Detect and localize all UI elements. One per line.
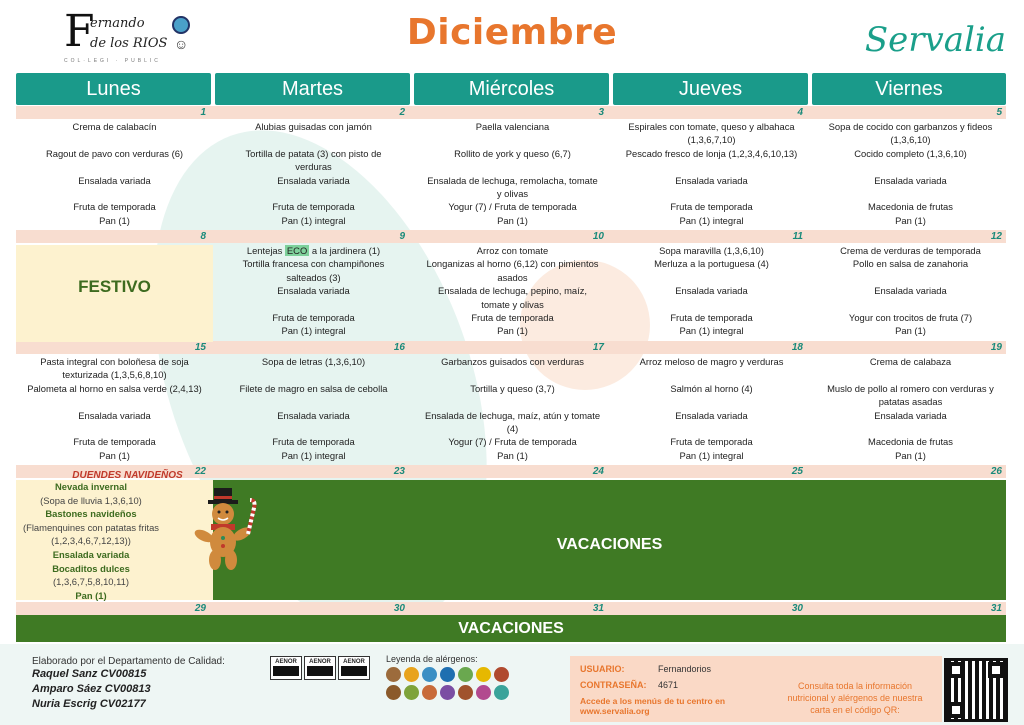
month-title: Diciembre — [406, 12, 618, 53]
aenor-cert-badge: AENOR — [304, 656, 336, 680]
date-row — [16, 602, 1006, 615]
date-number: 15 — [194, 342, 206, 353]
menu-line: Ensalada variada — [675, 409, 748, 421]
date-number: 8 — [200, 231, 206, 242]
menu-cell — [215, 355, 412, 462]
menu-line — [812, 271, 1009, 284]
menu-line: Garbanzos guisados con verduras — [441, 356, 584, 367]
menu-line: Ragout de pavo con verduras (6) — [45, 147, 184, 159]
menu-line: Fruta de temporada — [272, 436, 355, 448]
festivo-cell — [16, 245, 213, 342]
menu-line: Arroz con tomate — [476, 245, 549, 256]
menu-line: Crema de calabacín — [72, 121, 157, 132]
date-number: 10 — [592, 231, 604, 242]
menu-line: Crema de verduras de temporada — [840, 245, 981, 256]
duendes-line: (1,3,6,7,5,8,10,11) — [53, 576, 129, 588]
allergen-legend — [386, 654, 526, 703]
menu-line — [812, 422, 1009, 435]
menu-line — [215, 422, 412, 435]
date-number: 4 — [797, 107, 803, 118]
allergen-icon — [440, 667, 455, 682]
menu-line — [16, 395, 213, 408]
menu-line: Pan (1) integral — [679, 214, 744, 226]
date-number: 1 — [200, 107, 206, 118]
menu-line: Pan (1) integral — [679, 325, 744, 337]
menu-cell — [215, 244, 412, 338]
menu-line: Ensalada de lechuga, pepino, maíz, — [437, 285, 588, 297]
user-label: USUARIO: — [580, 664, 625, 674]
duendes-menu — [16, 480, 213, 600]
date-row — [16, 341, 1006, 354]
vacaciones-label: VACACIONES — [556, 536, 663, 553]
school-logo-initial: F — [64, 6, 95, 57]
menu-line: Muslo de pollo al romero con verduras y — [827, 382, 994, 394]
menu-line: texturizada (1,3,5,6,8,10) — [62, 369, 167, 381]
menu-line — [215, 133, 412, 146]
menu-line: Ensalada variada — [675, 285, 748, 297]
date-number: 18 — [791, 342, 803, 353]
menu-line: Pan (1) integral — [281, 325, 346, 337]
menu-line: Tortilla de patata (3) con pisto de — [245, 147, 382, 159]
allergen-icon — [476, 667, 491, 682]
footer — [0, 644, 1024, 725]
menu-line: Sopa de cocido con garbanzos y fideos — [828, 121, 993, 132]
menu-line: (4) — [506, 423, 519, 434]
menu-line: Crema de calabaza — [869, 356, 952, 367]
date-number: 30 — [791, 603, 803, 614]
duendes-title-text: DUENDES NAVIDEÑOS — [72, 470, 183, 481]
qr-note: Consulta toda la información nutricional y alérgenos de nuestra carta en el código QR: — [787, 681, 923, 715]
menu-line — [215, 395, 412, 408]
menu-line: salteados (3) — [286, 271, 341, 283]
duendes-line: Bocaditos dulces — [52, 562, 130, 574]
menu-line — [16, 187, 213, 200]
date-number: 30 — [393, 603, 405, 614]
menu-line: Pan (1) — [497, 449, 528, 461]
date-row — [16, 230, 1006, 243]
allergen-icon — [476, 685, 491, 700]
quality-name: Amparo Sáez CV00813 — [32, 683, 151, 695]
menu-line: Pan (1) — [895, 214, 926, 226]
menu-line — [812, 298, 1009, 311]
brand-logo: Servalia — [864, 20, 1006, 60]
date-number: 19 — [990, 342, 1002, 353]
menu-line: Filete de magro en salsa de cebolla — [239, 382, 388, 394]
school-logo-sub: COL·LEGI · PUBLIC — [64, 58, 161, 64]
header — [0, 0, 1024, 70]
pass-label: CONTRASEÑA: — [580, 680, 647, 690]
menu-line: Pan (1) — [99, 214, 130, 226]
qr-code-icon[interactable] — [944, 658, 1008, 722]
menu-line: Alubias guisadas con jamón — [255, 121, 372, 132]
menu-line: Fruta de temporada — [670, 436, 753, 448]
menu-line: Fruta de temporada — [670, 201, 753, 213]
menu-line: Ensalada variada — [675, 174, 748, 186]
menu-line: Pan (1) integral — [281, 214, 346, 226]
date-row — [16, 106, 1006, 119]
menu-line: Fruta de temporada — [670, 312, 753, 323]
menu-line — [613, 160, 810, 173]
menu-line: Pescado fresco de lonja (1,2,3,4,6,10,13) — [625, 147, 798, 159]
school-logo-line1: ernando — [90, 16, 145, 31]
eco-badge: ECO — [286, 245, 308, 256]
date-number: 12 — [990, 231, 1002, 242]
date-number: 9 — [399, 231, 405, 242]
web-link[interactable]: Accede a los menús de tu centro en www.servalia.org — [580, 696, 726, 716]
menu-line: Palometa al horno en salsa verde (2,4,13) — [27, 382, 202, 394]
date-number: 3 — [598, 107, 604, 118]
allergen-icon — [494, 667, 509, 682]
menu-cell — [16, 355, 213, 462]
menu-line: Ensalada de lechuga, remolacha, tomate — [427, 174, 598, 186]
menu-cell — [613, 120, 810, 227]
menu-cell — [215, 120, 412, 227]
weekday-header — [16, 73, 1006, 105]
quality-title: Elaborado por el Departamento de Calidad: — [32, 656, 225, 667]
allergen-icon — [386, 667, 401, 682]
menu-cell — [613, 244, 810, 338]
menu-line — [613, 368, 810, 381]
allergen-icon — [404, 685, 419, 700]
menu-line — [16, 422, 213, 435]
date-number: 29 — [194, 603, 206, 614]
menu-line: Pan (1) integral — [679, 449, 744, 461]
menu-line — [613, 395, 810, 408]
date-number: 2 — [399, 107, 405, 118]
menu-line: Ensalada variada — [78, 409, 151, 421]
menu-line: Arroz meloso de magro y verduras — [639, 356, 784, 367]
menu-line: Ensalada variada — [277, 409, 350, 421]
menu-line: Ensalada de lechuga, maíz, atún y tomate — [424, 409, 601, 421]
duendes-line: Ensalada variada — [52, 548, 130, 560]
duendes-line: (Sopa de lluvia 1,3,6,10) — [40, 494, 142, 506]
allergen-icon — [422, 667, 437, 682]
quality-credits — [32, 656, 225, 712]
date-number: 17 — [592, 342, 604, 353]
duendes-title — [16, 465, 213, 483]
menu-line — [812, 160, 1009, 173]
menu-line: Macedonia de frutas — [868, 436, 953, 448]
menu-line — [16, 160, 213, 173]
menu-line: Lentejas ECO a la jardinera (1) — [246, 245, 381, 256]
menu-line: Pan (1) — [497, 214, 528, 226]
date-number: 31 — [592, 603, 604, 614]
date-number: 11 — [792, 231, 803, 242]
date-number: 25 — [791, 466, 803, 477]
allergen-icon — [404, 667, 419, 682]
vacaciones-label: VACACIONES — [458, 620, 564, 637]
menu-line: Espirales con tomate, queso y albahaca — [628, 121, 795, 132]
menu-line: Paella valenciana — [475, 121, 550, 132]
menu-line — [414, 395, 611, 408]
menu-line: Ensalada variada — [874, 174, 947, 186]
menu-line — [812, 187, 1009, 200]
menu-line — [16, 133, 213, 146]
date-number: 5 — [996, 107, 1002, 118]
menu-line: Pasta integral con boloñesa de soja — [40, 356, 189, 367]
date-number: 31 — [990, 603, 1002, 614]
vacaciones-block — [213, 480, 1006, 600]
duendes-line: Pan (1) — [75, 589, 107, 601]
menu-line: Tortilla y queso (3,7) — [470, 382, 555, 394]
menu-line — [414, 133, 611, 146]
date-number: 16 — [393, 342, 405, 353]
date-number: 22 — [194, 466, 206, 477]
menu-line: Fruta de temporada — [73, 436, 156, 448]
menu-line: Macedonia de frutas — [868, 201, 953, 213]
duendes-line: (1,2,3,4,6,7,12,13)) — [51, 535, 131, 547]
day-header: Martes — [215, 73, 410, 105]
allergen-icon — [494, 685, 509, 700]
menu-line: Yogur con trocitos de fruta (7) — [848, 312, 973, 323]
day-header: Miércoles — [414, 73, 609, 105]
menu-line: Yogur (7) / Fruta de temporada — [448, 436, 577, 448]
aenor-cert-badge: AENOR — [270, 656, 302, 680]
menu-line — [215, 187, 412, 200]
menu-line: Pan (1) integral — [281, 449, 346, 461]
quality-name: Nuria Escrig CV02177 — [32, 698, 146, 710]
menu-line — [613, 298, 810, 311]
school-logo-line2: de los RIOS — [90, 36, 168, 51]
menu-line: y olivas — [496, 188, 529, 199]
menu-line: Salmón al horno (4) — [670, 382, 753, 394]
menu-line: Pan (1) — [99, 449, 130, 461]
menu-line: Merluza a la portuguesa (4) — [654, 258, 769, 270]
menu-cell — [414, 120, 611, 227]
menu-line — [613, 271, 810, 284]
menu-line — [414, 160, 611, 173]
pass-value: 4671 — [658, 680, 679, 690]
menu-line — [215, 368, 412, 381]
menu-line: Ensalada variada — [277, 285, 350, 297]
menu-line: Pan (1) — [895, 325, 926, 337]
menu-cell — [812, 355, 1009, 462]
menu-line: Pollo en salsa de zanahoria — [852, 258, 969, 270]
figure-icon: ☺ — [174, 36, 189, 52]
menu-line: Pan (1) — [497, 325, 528, 337]
menu-line — [215, 298, 412, 311]
menu-cell — [812, 244, 1009, 338]
menu-line — [812, 368, 1009, 381]
day-header: Lunes — [16, 73, 211, 105]
gingerbread-icon — [190, 486, 262, 572]
allergen-icon — [386, 685, 401, 700]
menu-line: patatas asadas — [878, 396, 943, 408]
menu-cell — [414, 244, 611, 338]
menu-line: Ensalada variada — [874, 285, 947, 297]
menu-line: Rollito de york y queso (6,7) — [454, 147, 571, 159]
date-number: 23 — [393, 466, 405, 477]
vacaciones-block — [16, 615, 1006, 642]
menu-line: Sopa maravilla (1,3,6,10) — [659, 245, 764, 256]
festivo-label: FESTIVO — [78, 277, 151, 296]
quality-name: Raquel Sanz CV00815 — [32, 668, 147, 680]
menu-cell — [812, 120, 1009, 227]
menu-cell — [16, 120, 213, 227]
allergen-icon — [422, 685, 437, 700]
menu-line: Fruta de temporada — [272, 312, 355, 324]
menu-line: Ensalada variada — [874, 409, 947, 421]
menu-line: Sopa de letras (1,3,6,10) — [261, 356, 366, 367]
menu-line — [414, 368, 611, 381]
menu-line: Cocido completo (1,3,6,10) — [854, 147, 967, 159]
duendes-line: (Flamenquines con patatas fritas — [22, 521, 159, 533]
menu-line: Ensalada variada — [78, 174, 151, 186]
login-info — [570, 656, 942, 722]
allergen-icon — [458, 685, 473, 700]
menu-line — [613, 187, 810, 200]
duendes-line: Nevada invernal — [55, 481, 127, 492]
allergen-row — [386, 685, 526, 700]
duendes-line: Bastones navideños — [45, 508, 137, 520]
menu-cell — [414, 355, 611, 462]
menu-line: Fruta de temporada — [471, 312, 554, 324]
allergen-icon — [440, 685, 455, 700]
allergen-legend-title: Leyenda de alérgenos: — [386, 654, 478, 664]
menu-line: Ensalada variada — [277, 174, 350, 186]
menu-line: tomate y olivas — [481, 298, 544, 310]
date-number: 24 — [592, 466, 604, 477]
date-number: 26 — [990, 466, 1002, 477]
menu-line: (1,3,6,7,10) — [687, 134, 736, 146]
menu-line: Tortilla francesa con champiñones — [242, 258, 385, 270]
user-value: Fernandorios — [658, 664, 712, 674]
day-header: Jueves — [613, 73, 808, 105]
menu-line: Pan (1) — [895, 449, 926, 461]
menu-line: Fruta de temporada — [272, 201, 355, 213]
menu-line: Yogur (7) / Fruta de temporada — [448, 201, 577, 213]
menu-line: Longanizas al horno (6,12) con pimientos — [426, 258, 599, 270]
allergen-row — [386, 667, 526, 682]
menu-line: (1,3,6,10) — [890, 134, 931, 146]
menu-line: asados — [497, 271, 528, 283]
aenor-cert-badge: AENOR — [338, 656, 370, 680]
menu-cell — [613, 355, 810, 462]
menu-line — [613, 422, 810, 435]
allergen-icon — [458, 667, 473, 682]
menu-line: Fruta de temporada — [73, 201, 156, 213]
day-header: Viernes — [812, 73, 1006, 105]
menu-line: verduras — [295, 161, 332, 173]
